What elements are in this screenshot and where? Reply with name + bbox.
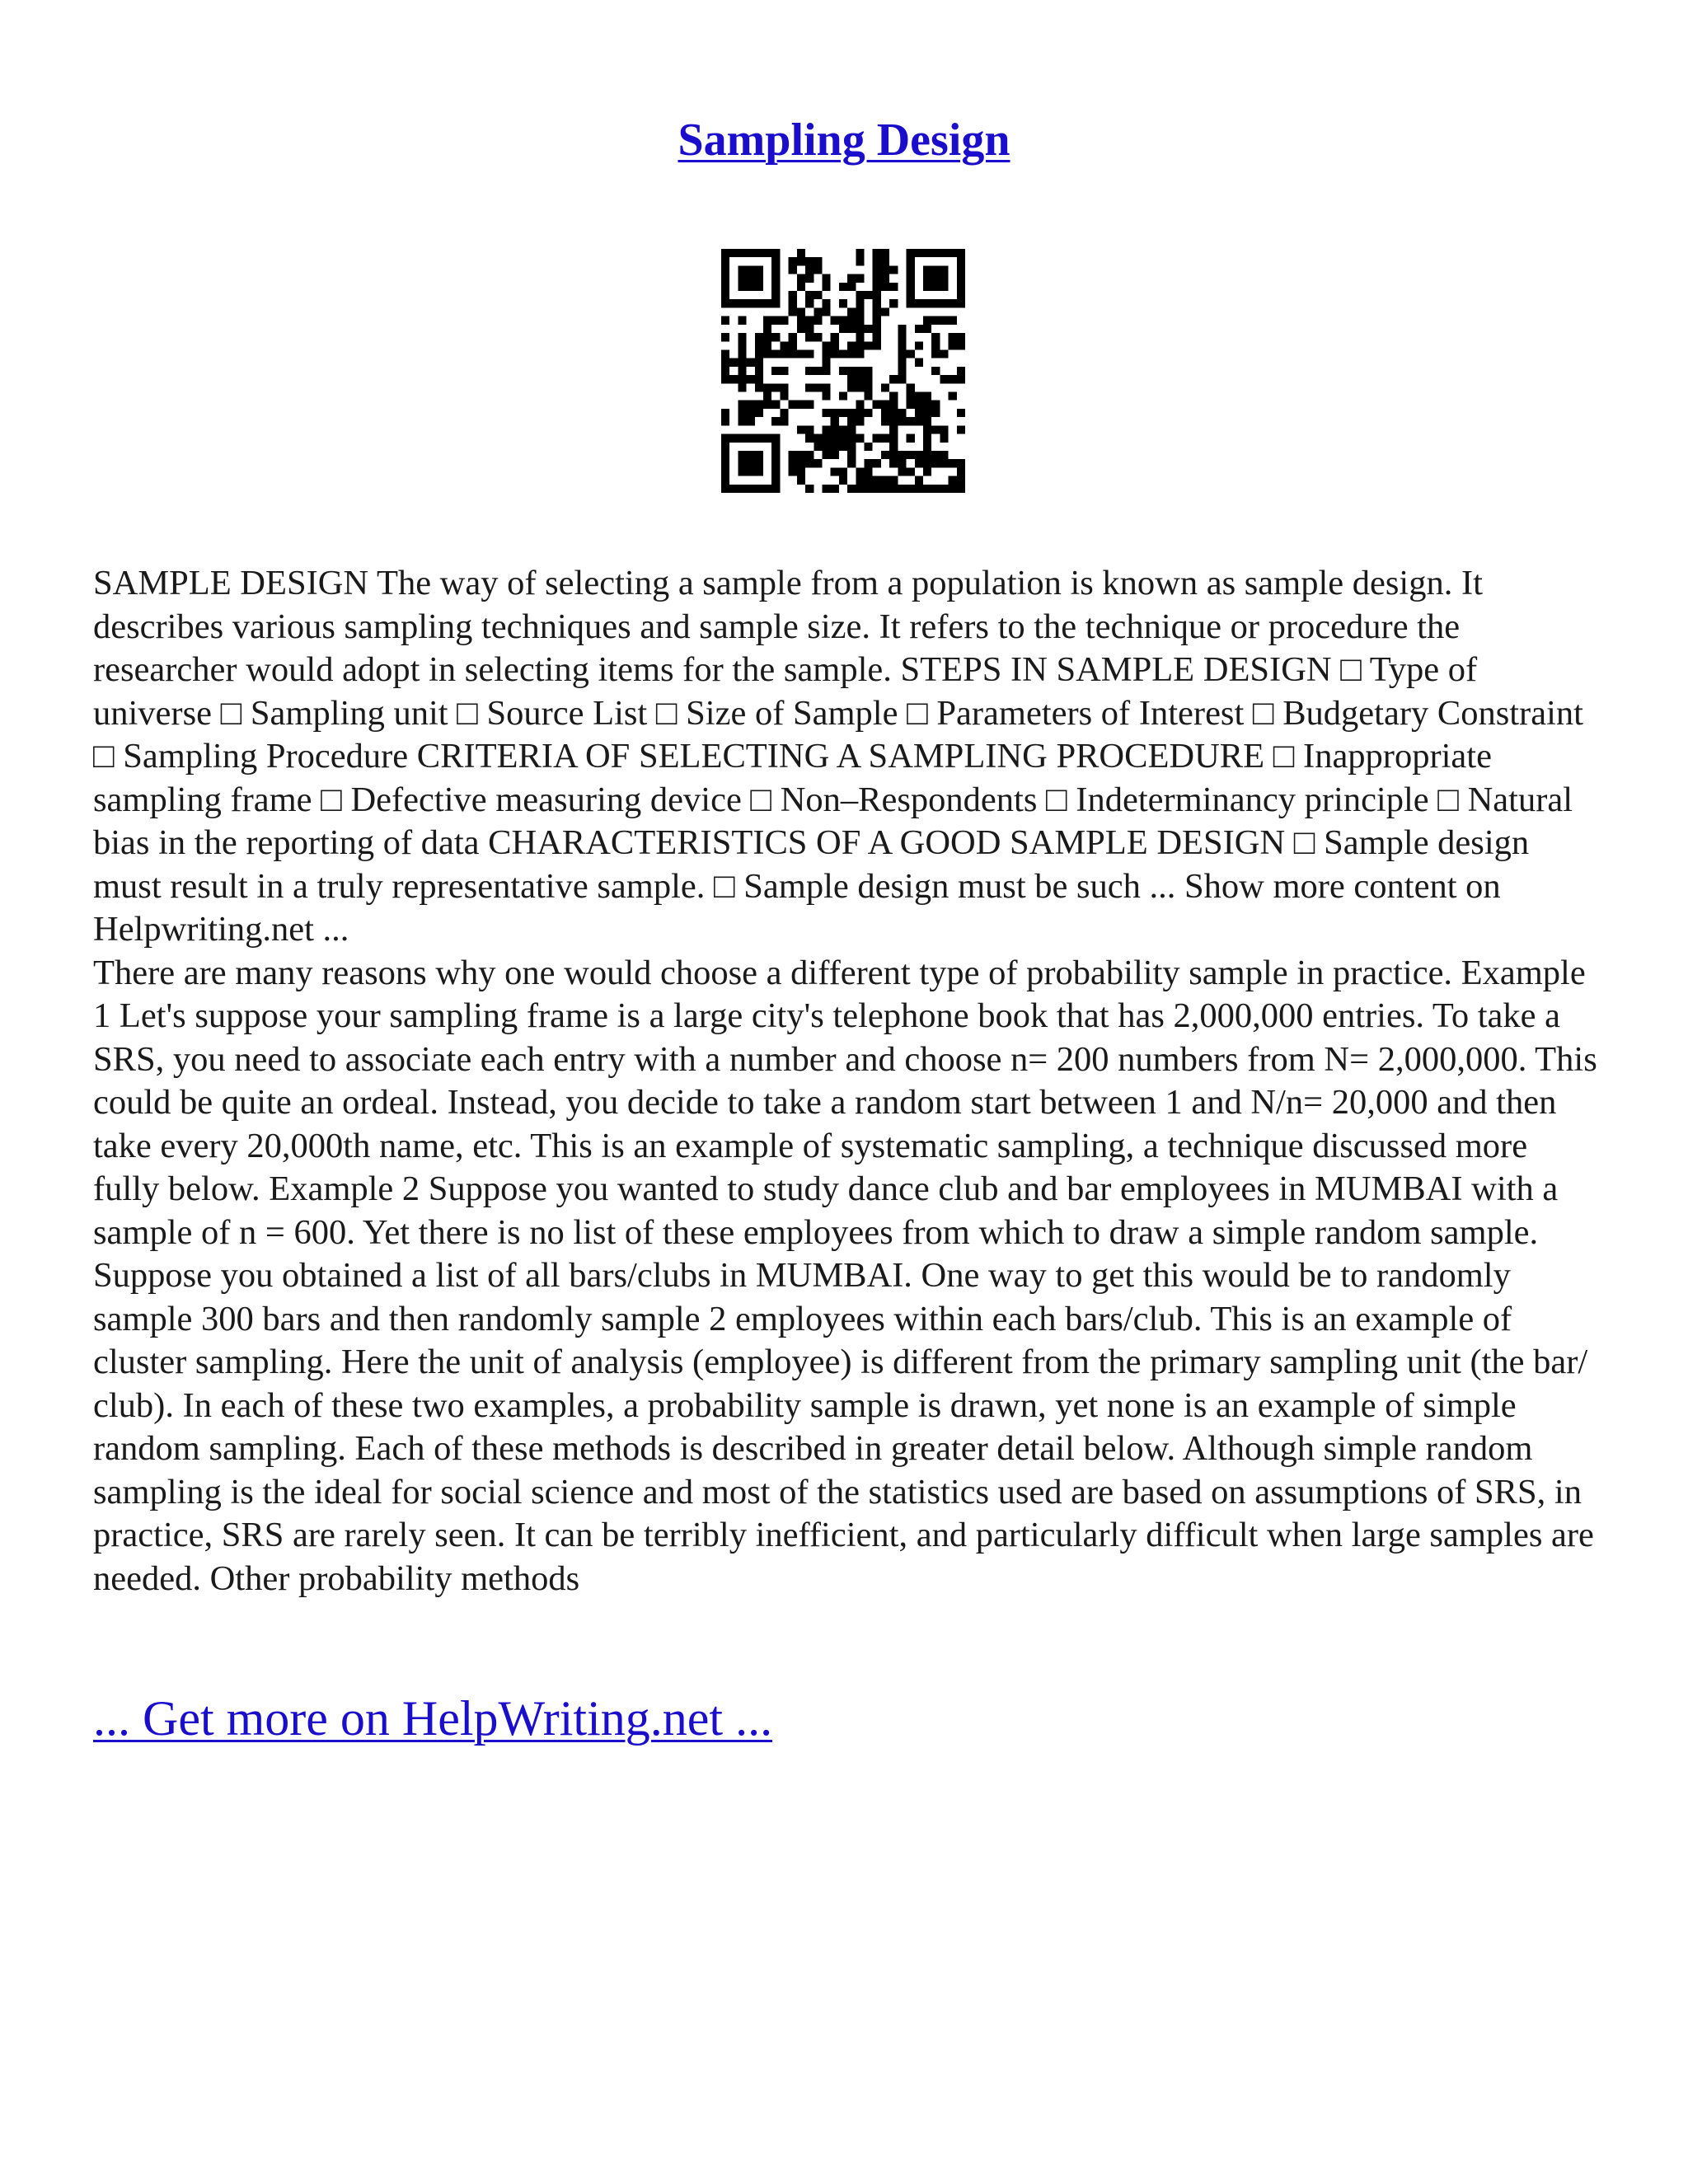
title-link[interactable]: Sampling Design xyxy=(678,115,1010,166)
body-text xyxy=(93,562,1601,1601)
page-title xyxy=(0,114,1688,166)
paragraph-sample-design: SAMPLE DESIGN The way of selecting a sample from a population is known as sample design. It describes various sampling techniques and sample size. It refers to the technique or procedure the researcher would adopt in selecting items for the sample. STEPS IN SAMPLE DESIGN □ Type of universe □ Sampling unit □ Source List □ Size of Sample □ Parameters of Interest □ Budgetary Constraint □ Sampling Procedure CRITERIA OF SELECTING A SAMPLING PROCEDURE □ Inappropriate sampling frame □ Defective measuring device □ Non–Respondents □ Indeterminancy principle □ Natural bias in the reporting of data CHARACTERISTICS OF A GOOD SAMPLE DESIGN □ Sample design must result in a truly representative sample. □ Sample design must be such ... Show more content on Helpwriting.net ... xyxy=(93,564,1583,949)
paragraph-probability-sampling: There are many reasons why one would choose a different type of probability sample in practice. Example 1 Let's suppose your sampling frame is a large city's telephone book that has 2,000,000 entries. To take a SRS, you need to associate each entry with a number and choose n= 200 numbers from N= 2,000,000. This could be quite an ordeal. Instead, you decide to take a random start between 1 and N/n= 20,000 and then take every 20,000th name, etc. This is an example of systematic sampling, a technique discussed more fully below. Example 2 Suppose you wanted to study dance club and bar employees in MUMBAI with a sample of n = 600. Yet there is no list of these employees from which to draw a simple random sample. Suppose you obtained a list of all bars/clubs in MUMBAI. One way to get this would be to randomly sample 300 bars and then randomly sample 2 employees within each bars/club. This is an example of cluster sampling. Here the unit of analysis (employee) is different from the primary sampling unit (the bar/ club). In each of these two examples, a probability sample is drawn, yet none is an example of simple random sampling. Each of these methods is described in greater detail below. Although simple random sampling is the ideal for social science and most of the statistics used are based on assumptions of SRS, in practice, SRS are rarely seen. It can be terribly inefficient, and particularly difficult when large samples are needed. Other probability methods xyxy=(93,953,1597,1598)
get-more-link[interactable]: ... Get more on HelpWriting.net ... xyxy=(93,1691,773,1746)
qr-code-icon xyxy=(721,249,965,493)
